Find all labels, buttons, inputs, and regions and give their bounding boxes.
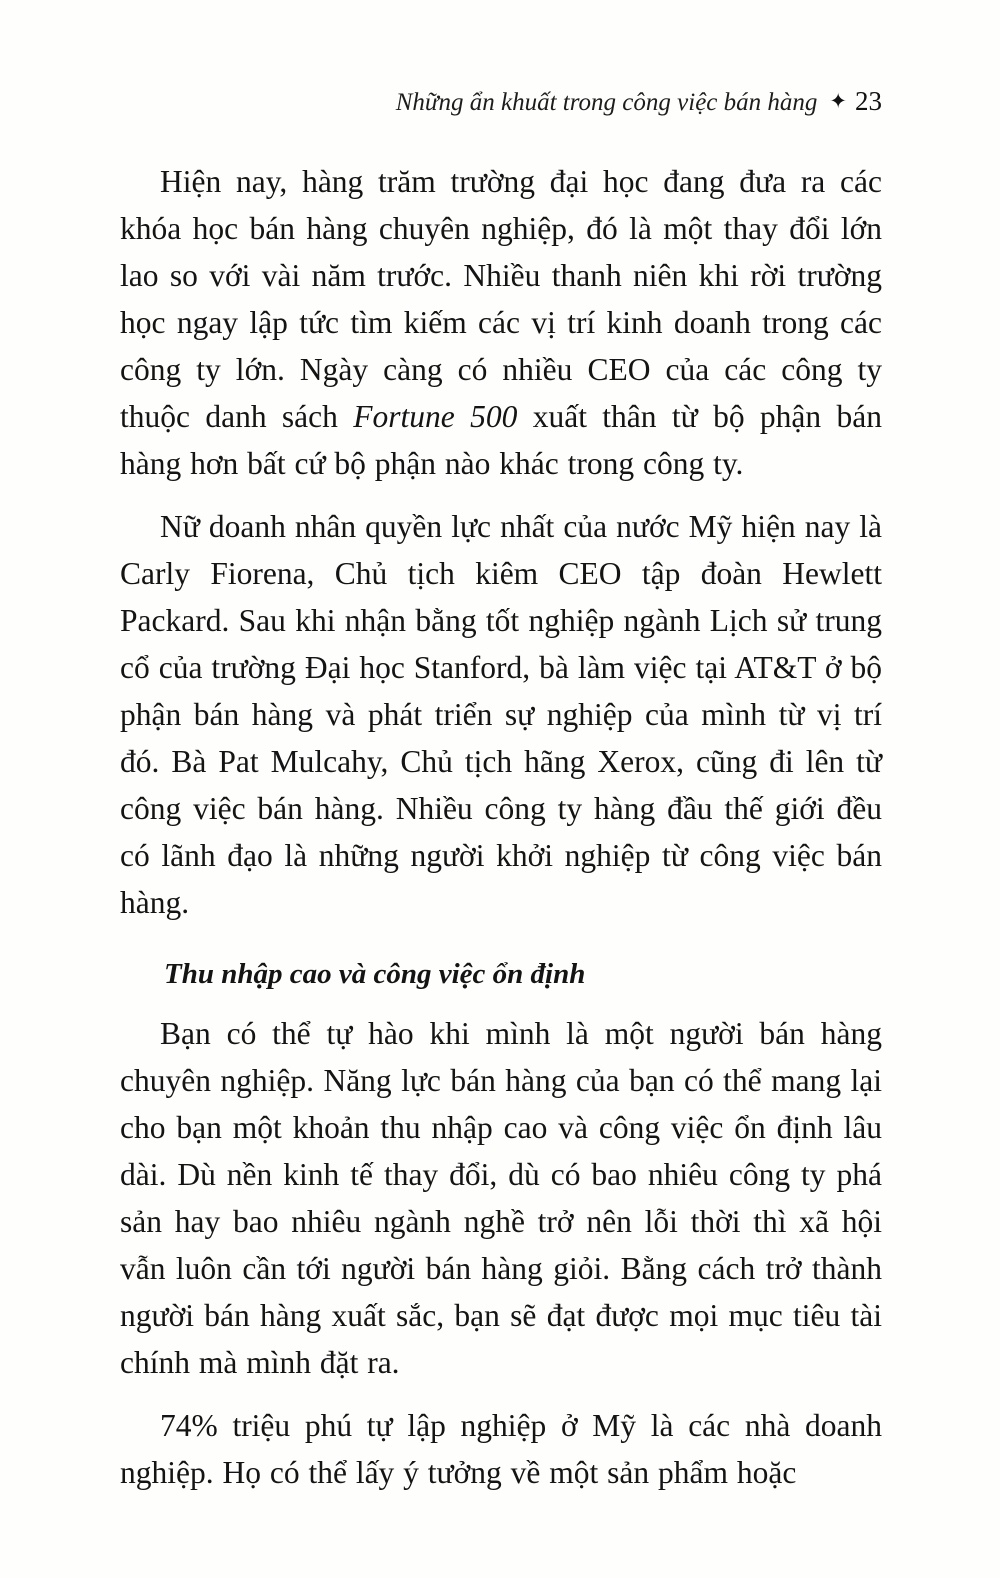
- paragraph-carly-fiorena: Nữ doanh nhân quyền lực nhất của nước Mỹ hiện nay là Carly Fiorena, Chủ tịch kiêm CEO tập đoàn Hewlett Packard. Sau khi nhận bằng tốt nghiệp ngành Lịch sử trung cổ của trường Đại học Stanford, bà làm việc tại AT&T ở bộ phận bán hàng và phát triển sự nghiệp của mình từ vị trí đó. Bà Pat Mulcahy, Chủ tịch hãng Xerox, cũng đi lên từ công việc bán hàng. Nhiều công ty hàng đầu thế giới đều có lãnh đạo là những người khởi nghiệp từ công việc bán hàng.: [120, 509, 882, 920]
- paragraph-income-stability: Bạn có thể tự hào khi mình là một người bán hàng chuyên nghiệp. Năng lực bán hàng của bạn có thể mang lại cho bạn một khoản thu nhập cao và công việc ổn định lâu dài. Dù nền kinh tế thay đổi, dù có bao nhiêu công ty phá sản hay bao nhiêu ngành nghề trở nên lỗi thời thì xã hội vẫn luôn cần tới người bán hàng giỏi. Bằng cách trở thành người bán hàng xuất sắc, bạn sẽ đạt được mọi mục tiêu tài chính mà mình đặt ra.: [120, 1016, 882, 1380]
- running-header: [120, 86, 882, 118]
- section-heading: Thu nhập cao và công việc ổn định: [164, 958, 586, 990]
- running-title: Những ẩn khuất trong công việc bán hàng: [395, 89, 818, 116]
- page-body: [120, 158, 882, 1496]
- paragraph-universities-text-cont: xuất thân từ bộ phận bán hàng hơn bất cứ bộ phận nào khác trong công ty.: [120, 399, 882, 481]
- fortune-500-italic: Fortune 500: [353, 399, 518, 434]
- paragraph-millionaires: 74% triệu phú tự lập nghiệp ở Mỹ là các nhà doanh nghiệp. Họ có thể lấy ý tưởng về một sản phẩm hoặc: [120, 1408, 882, 1490]
- four-pointed-star-icon: ✦: [829, 89, 847, 113]
- paragraph-universities: [120, 158, 882, 487]
- page-number: 23: [855, 86, 882, 116]
- paragraph-universities-text: Hiện nay, hàng trăm trường đại học đang đưa ra các khóa học bán hàng chuyên nghiệp, đó là một thay đổi lớn lao so với vài năm trước. Nhiều thanh niên khi rời trường học ngay lập tức tìm kiếm các vị trí kinh doanh trong các công ty lớn. Ngày càng có nhiều CEO của các công ty thuộc danh sách: [120, 164, 882, 434]
